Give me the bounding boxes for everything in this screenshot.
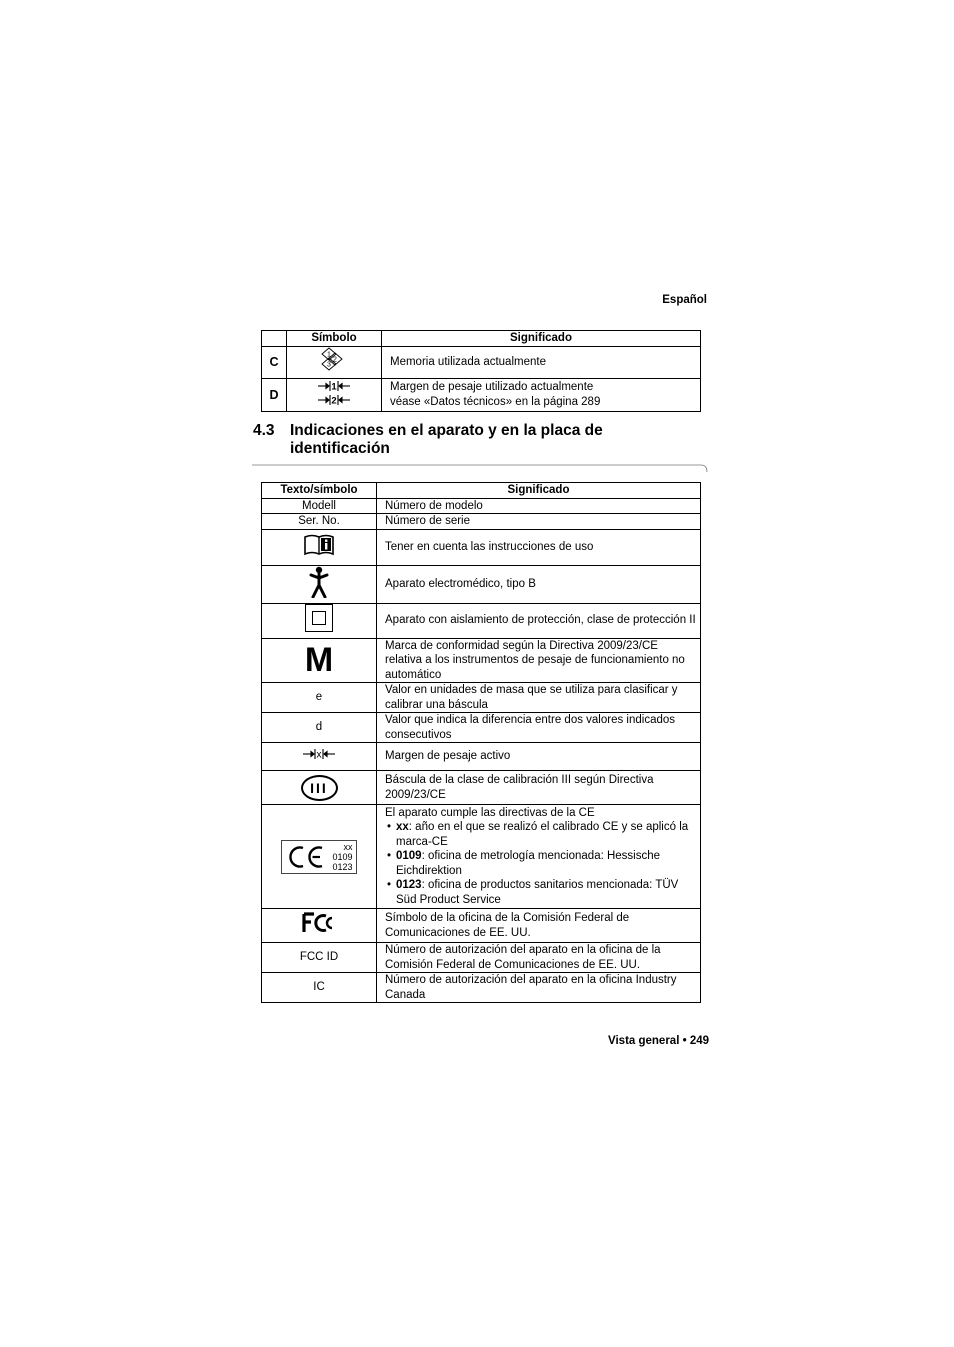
table-row [262,346,701,378]
ce-code: 0123 [332,861,353,872]
range-icon [287,378,382,412]
meaning-line: Margen de pesaje utilizado actualmente [390,381,594,394]
table-row [262,683,701,713]
marking-meaning: Tener en cuenta las instrucciones de uso [377,529,701,565]
section-divider [252,464,710,474]
table-header-row [262,331,701,347]
display-symbols-table [261,330,701,412]
table-row [262,973,701,1003]
table-row [262,713,701,743]
double-square-icon [305,604,333,632]
instructions-book-icon [304,534,334,556]
svg-text:3: 3 [327,361,331,369]
header-text-symbol: Texto/símbolo [262,483,377,499]
ce-code: xx [343,841,353,852]
metrology-m-icon [301,642,337,674]
marking-meaning: Número de autorización del aparato en la oficina de la Comisión Federal de Comunicaciones de EE. UU. [377,943,701,973]
marking-meaning: Aparato con aislamiento de protección, clase de protección II [377,603,701,638]
marking-meaning: Valor en unidades de masa que se utiliza para clasificar y calibrar una báscula [377,683,701,713]
language-label: Español [662,294,707,306]
row-meaning: Memoria utilizada actualmente [382,346,701,378]
table-row [262,378,701,412]
marking-meaning: Báscula de la clase de calibración III según Directiva 2009/23/CE [377,771,701,805]
device-markings-table [261,482,701,1003]
page-footer: Vista general • 249 [608,1035,709,1047]
section-number: 4.3 [253,422,275,439]
ce-codes [332,842,352,872]
row-meaning [382,378,701,412]
table-row [262,805,701,909]
table-header-row [262,483,701,499]
svg-text:2: 2 [331,395,337,406]
svg-text:x: x [316,749,322,761]
row-letter: D [262,378,287,412]
section-title-line1: Indicaciones en el aparato y en la placa de [290,422,603,439]
table-row [262,943,701,973]
marking-text: Modell [262,498,377,514]
table-row [262,603,701,638]
marking-text: Ser. No. [262,514,377,530]
marking-meaning: Aparato electromédico, tipo B [377,565,701,603]
marking-text: IC [262,973,377,1003]
header-meaning: Significado [377,483,701,499]
svg-text:M: M [304,642,334,674]
table-row [262,743,701,771]
memory-icon [287,346,382,378]
table-row [262,771,701,805]
section-heading [253,422,603,458]
marking-meaning: Marca de conformidad según la Directiva 2009/23/CE relativa a los instrumentos de pesaje de funcionamiento no automático [377,638,701,683]
fcc-logo-icon [302,911,336,935]
svg-text:1: 1 [327,351,331,359]
marking-text: d [262,713,377,743]
ce-mark-icon [281,840,356,874]
list-item: • 0109: oficina de metrología mencionada: Hessische Eichdirektion [385,849,698,878]
header-symbol: Símbolo [287,331,382,347]
person-type-b-icon [308,566,330,598]
ce-bullet-list [385,820,698,907]
marking-meaning: Número de autorización del aparato en la oficina Industry Canada [377,973,701,1003]
header-empty [262,331,287,347]
meaning-line: véase «Datos técnicos» en la página 289 [390,395,601,408]
class-iii-icon: III [301,775,338,801]
ce-intro: El aparato cumple las directivas de la CE [385,806,595,819]
marking-text: FCC ID [262,943,377,973]
section-title-line2: identificación [290,440,390,457]
list-item: • xx: año en el que se realizó el calibrado CE y se aplicó la marca-CE [385,820,698,849]
ce-letters [288,845,324,869]
active-range-icon [301,747,337,761]
table-row [262,529,701,565]
marking-meaning: Número de serie [377,514,701,530]
header-meaning: Significado [382,331,701,347]
table-row [262,909,701,943]
table-row [262,565,701,603]
ce-code: 0109 [332,851,353,862]
marking-meaning: Valor que indica la diferencia entre dos valores indicados consecutivos [377,713,701,743]
marking-meaning: Margen de pesaje activo [377,743,701,771]
table-row [262,514,701,530]
marking-meaning: Número de modelo [377,498,701,514]
row-letter: C [262,346,287,378]
marking-meaning [377,805,701,909]
list-item: • 0123: oficina de productos sanitarios mencionada: TÜV Süd Product Service [385,878,698,907]
marking-text: e [262,683,377,713]
marking-meaning: Símbolo de la oficina de la Comisión Federal de Comunicaciones de EE. UU. [377,909,701,943]
svg-text:1: 1 [331,381,337,392]
table-row [262,498,701,514]
table-row [262,638,701,683]
svg-text:2: 2 [333,356,337,364]
